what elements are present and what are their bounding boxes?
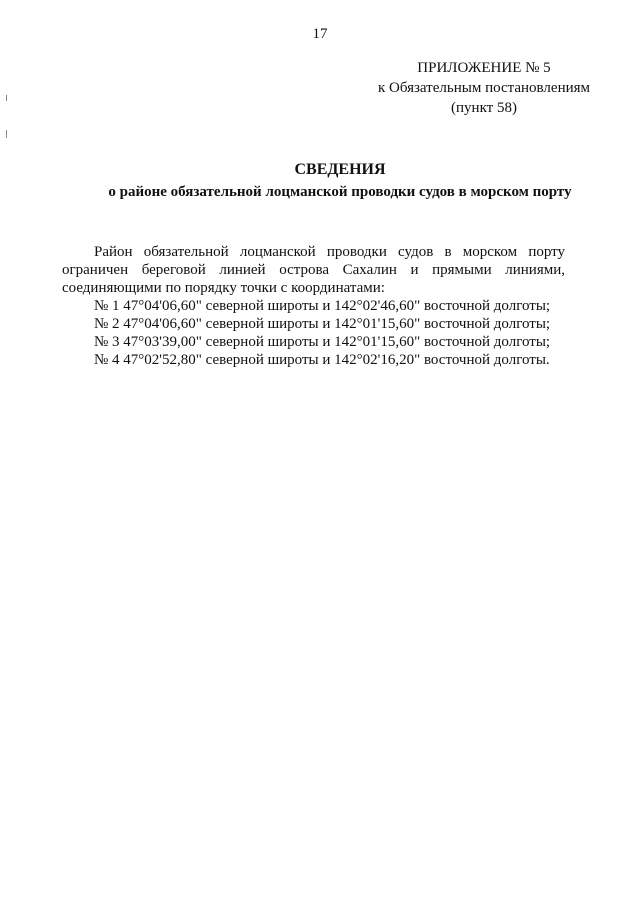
scan-edge-mark [6,130,7,138]
appendix-title: ПРИЛОЖЕНИЕ № 5 [417,60,551,76]
page-number: 17 [312,26,328,42]
document-subtitle: о районе обязательной лоцманской проводки судов в морском порту [108,184,572,200]
intro-paragraph: Район обязательной лоцманской проводки судов в морском порту ограничен береговой линией острова Сахалин и прямыми линиями, соединяющими по порядку точки с координатами: [62,244,565,296]
appendix-header [364,58,604,118]
appendix-clause: (пункт 58) [451,100,517,116]
document-body [62,243,565,369]
scan-edge-mark [6,95,7,101]
coordinate-list [62,297,565,369]
coordinate-point-2: № 2 47°04'06,60" северной широты и 142°01'15,60" восточной долготы; [94,316,551,332]
coordinate-point-1: № 1 47°04'06,60" северной широты и 142°02'46,60" восточной долготы; [94,298,551,314]
appendix-reference: к Обязательным постановлениям [377,80,591,96]
document-title: СВЕДЕНИЯ [294,161,386,178]
coordinate-point-4: № 4 47°02'52,80" северной широты и 142°02'16,20" восточной долготы. [94,352,550,368]
document-heading [60,160,620,202]
coordinate-point-3: № 3 47°03'39,00" северной широты и 142°01'15,60" восточной долготы; [94,334,551,350]
